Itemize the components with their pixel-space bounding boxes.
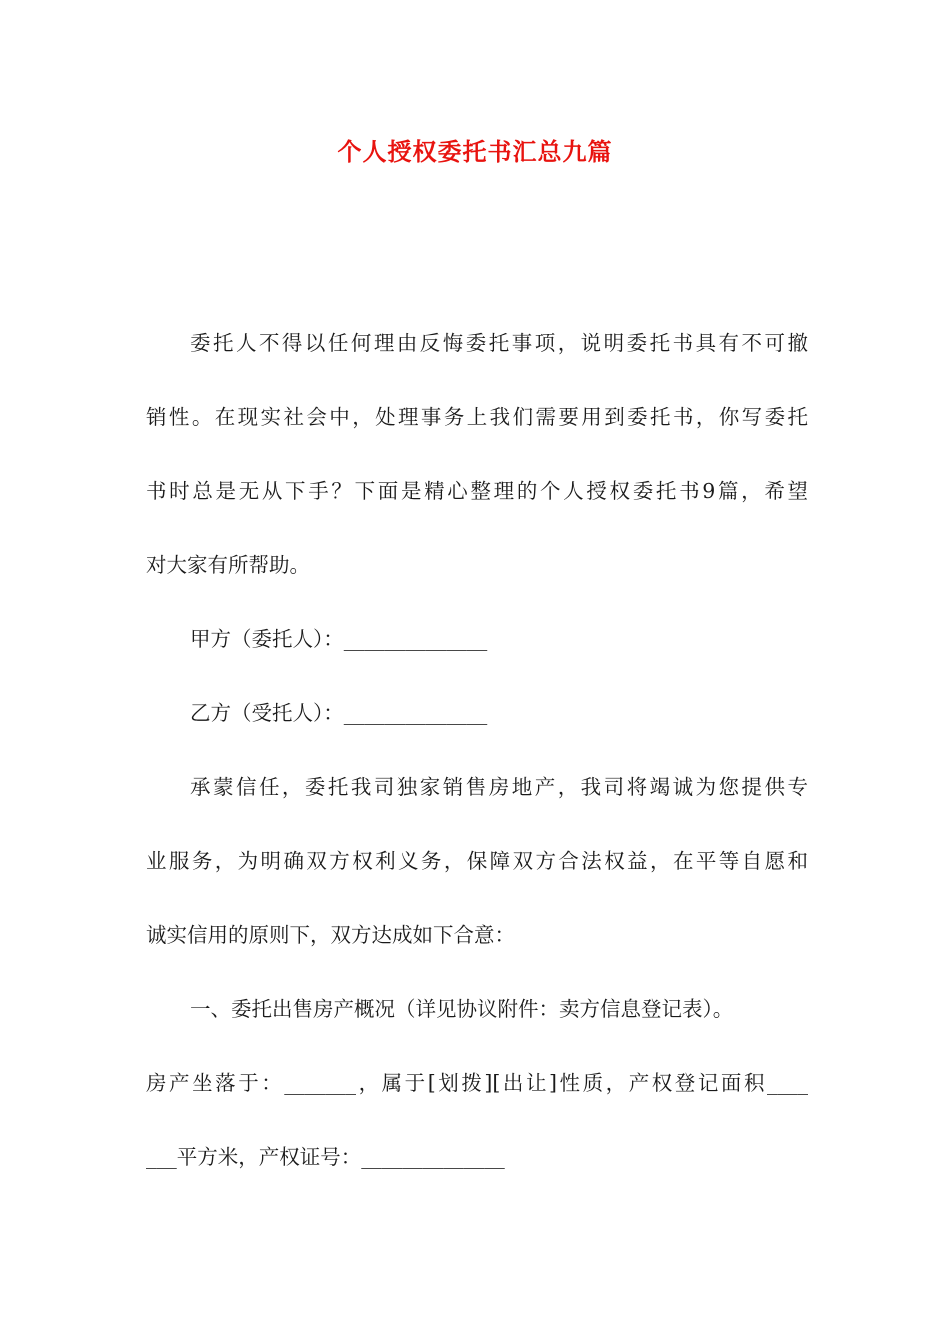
document-title: 个人授权委托书汇总九篇 xyxy=(337,137,613,166)
paragraph-line: 书时总是无从下手？下面是精心整理的个人授权委托书9篇，希望 xyxy=(146,479,808,503)
party-a-text: 甲方（委托人）：______________ xyxy=(190,627,488,651)
party-b-text: 乙方（受托人）：______________ xyxy=(190,701,488,725)
agreement-paragraph xyxy=(146,750,808,972)
paragraph-line: 销性。在现实社会中，处理事务上我们需要用到委托书，你写委托 xyxy=(146,405,808,429)
section-heading-line: 一、委托出售房产概况（详见协议附件：卖方信息登记表）。 xyxy=(190,997,734,1021)
paragraph-line: 房产坐落于：_______，属于[划拨][出让]性质，产权登记面积____ xyxy=(146,1071,808,1095)
paragraph-line: 对大家有所帮助。 xyxy=(146,553,310,577)
paragraph-line: 诚实信用的原则下，双方达成如下合意： xyxy=(146,923,515,947)
party-b-line xyxy=(146,676,808,750)
paragraph-line: 承蒙信任，委托我司独家销售房地产，我司将竭诚为您提供专 xyxy=(190,775,808,799)
paragraph-line: 委托人不得以任何理由反悔委托事项，说明委托书具有不可撤 xyxy=(190,331,808,355)
party-a-line xyxy=(146,602,808,676)
intro-paragraph xyxy=(146,306,808,602)
paragraph-line: 业服务，为明确双方权利义务，保障双方合法权益，在平等自愿和 xyxy=(146,849,808,873)
section-1-paragraph xyxy=(146,972,808,1194)
paragraph-line: ___平方米，产权证号：______________ xyxy=(146,1145,505,1169)
